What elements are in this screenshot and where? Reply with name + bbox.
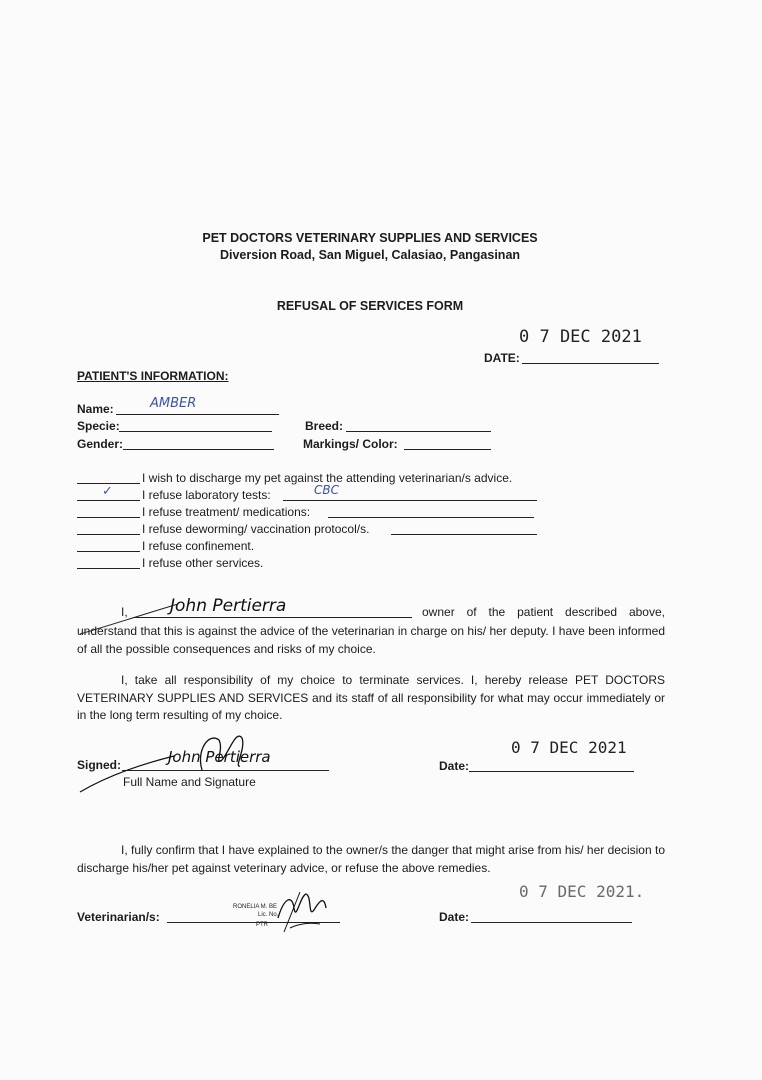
signature-caption: Full Name and Signature — [123, 775, 256, 789]
owner-statement-prefix: I, — [121, 605, 128, 619]
patient-section-title: PATIENT'S INFORMATION: — [77, 369, 229, 383]
name-field-line[interactable] — [116, 414, 279, 415]
patient-name-value: AMBER — [150, 396, 197, 411]
veterinarian-date-stamp: 0 7 DEC 2021. — [519, 882, 645, 901]
company-name: PET DOCTORS VETERINARY SUPPLIES AND SERVICES — [202, 231, 538, 245]
veterinarian-label: Veterinarian/s: — [77, 910, 160, 924]
option-text-2: I refuse laboratory tests: — [142, 488, 271, 502]
option-text-6: I refuse other services. — [142, 556, 264, 570]
option-check-mark-2: ✓ — [102, 484, 113, 499]
markings-field-line[interactable] — [404, 449, 491, 450]
name-label: Name: — [77, 402, 114, 416]
markings-label: Markings/ Color: — [303, 437, 398, 451]
form-title: REFUSAL OF SERVICES FORM — [276, 299, 464, 313]
option-fill-line-4[interactable] — [391, 534, 537, 535]
veterinarian-signature-scribble — [270, 888, 332, 938]
signed-date-line[interactable] — [469, 771, 634, 772]
veterinarian-stamp-license: Lic. No. — [258, 912, 279, 918]
option-fill-line-3[interactable] — [328, 517, 534, 518]
gender-field-line[interactable] — [123, 449, 274, 450]
gender-label: Gender: — [77, 437, 124, 451]
specie-label: Specie: — [77, 419, 120, 433]
confirmation-paragraph: I, fully confirm that I have explained to the owner/s the danger that might arise from his/ her decision to discharge his/her pet against veterinary advice, or refuse the above remedies. — [77, 843, 665, 875]
company-address: Diversion Road, San Miguel, Calasiao, Pangasinan — [219, 248, 521, 262]
owner-name-handwritten: John Pertierra — [170, 596, 287, 616]
option-checkline-4[interactable] — [77, 534, 140, 535]
lab-tests-value: CBC — [314, 483, 339, 497]
veterinarian-date-line[interactable] — [471, 922, 632, 923]
option-checkline-3[interactable] — [77, 517, 140, 518]
signed-date-stamp: 0 7 DEC 2021 — [511, 738, 627, 757]
pen-stroke-mark — [78, 600, 188, 636]
owner-statement-tail: owner of the patient described above, — [422, 605, 665, 619]
specie-field-line[interactable] — [119, 431, 272, 432]
option-fill-line-2[interactable] — [283, 500, 537, 501]
signed-label: Signed: — [77, 758, 121, 772]
top-date-line[interactable] — [522, 363, 659, 364]
signed-date-label: Date: — [439, 759, 470, 773]
option-text-3: I refuse treatment/ medications: — [142, 505, 311, 519]
owner-signature-name: John Pertierra — [168, 748, 271, 766]
veterinarian-stamp-name: RONELIA M. BE — [233, 904, 278, 910]
breed-field-line[interactable] — [346, 431, 491, 432]
option-checkline-6[interactable] — [77, 568, 140, 569]
option-text-5: I refuse confinement. — [142, 539, 255, 553]
option-checkline-5[interactable] — [77, 551, 140, 552]
option-checkline-2[interactable] — [77, 500, 140, 501]
owner-statement-continuation: understand that this is against the advice of the veterinarian in charge on his/ her deputy. I have been informed of all the possible consequences and risks of my choice. — [77, 624, 665, 656]
responsibility-paragraph: I, take all responsibility of my choice to terminate services. I, hereby release PET DOCTORS VETERINARY SUPPLIES AND SERVICES and its staff of all responsibility for what may occur immediately or in the long term resulting of my choice. — [77, 673, 665, 722]
top-date-label: DATE: — [484, 351, 520, 365]
option-text-4: I refuse deworming/ vaccination protocol/s. — [142, 522, 370, 536]
option-text-1: I wish to discharge my pet against the attending veterinarian/s advice. — [142, 471, 513, 485]
top-date-stamp: 0 7 DEC 2021 — [519, 327, 642, 347]
veterinarian-date-label: Date: — [439, 910, 470, 924]
breed-label: Breed: — [305, 419, 344, 433]
veterinarian-stamp-ptr: PTR — [256, 922, 268, 928]
